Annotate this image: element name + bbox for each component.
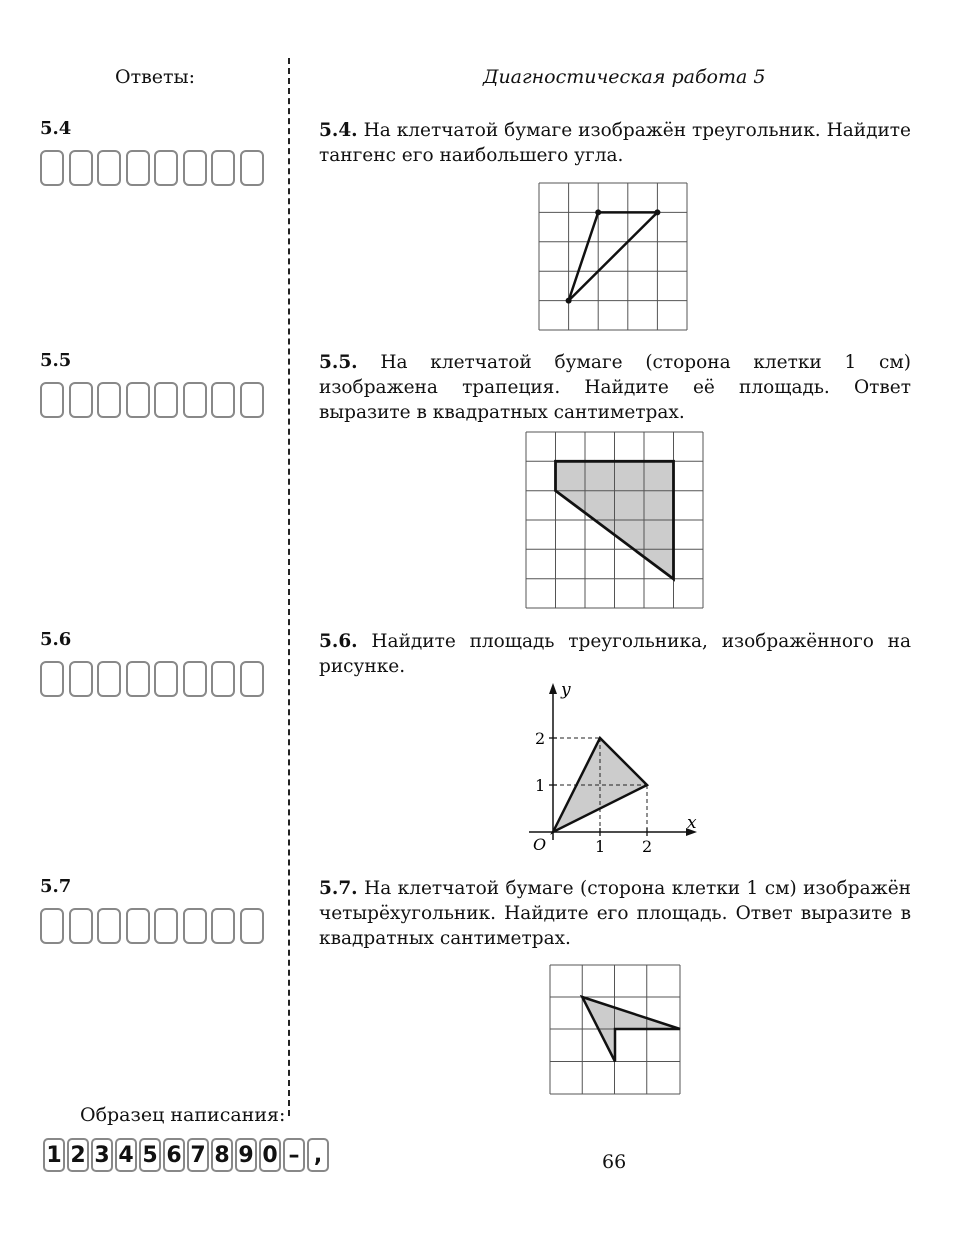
sample-char: 4 (115, 1138, 137, 1172)
figure-5-7-quadrilateral (549, 964, 682, 1096)
sample-char: , (307, 1138, 329, 1172)
x-tick-1: 1 (595, 837, 606, 856)
answer-boxes-5-7[interactable] (40, 908, 268, 944)
task-5-4-text: На клетчатой бумаге изображён треугольник. Найдите тангенс его наибольшего угла. (319, 120, 911, 166)
sample-char: 2 (67, 1138, 89, 1172)
y-axis-label: y (561, 680, 571, 700)
task-5-6-text: Найдите площадь треугольника, изображённого на рисунке. (319, 631, 911, 677)
task-5-6-label: 5.6. (319, 631, 358, 652)
sample-char: 0 (259, 1138, 281, 1172)
figure-5-6-coordinate-triangle (525, 678, 710, 858)
sample-char: 6 (163, 1138, 185, 1172)
answer-boxes-5-6[interactable] (40, 661, 268, 697)
task-5-5 (319, 350, 911, 425)
answer-label-5-7: 5.7 (40, 876, 72, 897)
answer-label-5-6: 5.6 (40, 629, 72, 650)
origin-label: O (533, 835, 547, 854)
figure-5-4-triangle (538, 182, 690, 332)
task-5-7-label: 5.7. (319, 878, 358, 899)
page-number: 66 (602, 1151, 627, 1173)
answers-header: Ответы: (115, 66, 196, 88)
task-5-5-text: На клетчатой бумаге (сторона клетки 1 см) изображена трапеция. Найдите её площадь. Ответ выразите в квадратных сантиметрах. (319, 352, 911, 423)
sample-char: 5 (139, 1138, 161, 1172)
y-tick-1: 1 (535, 776, 546, 795)
answer-boxes-5-4[interactable] (40, 150, 268, 186)
work-title: Диагностическая работа 5 (483, 66, 766, 88)
task-5-4-label: 5.4. (319, 120, 358, 141)
sample-label: Образец написания: (80, 1104, 286, 1126)
sample-char: 8 (211, 1138, 233, 1172)
sample-char: 3 (91, 1138, 113, 1172)
answer-label-5-4: 5.4 (40, 118, 72, 139)
cut-line (288, 58, 290, 1116)
task-5-7 (319, 876, 911, 951)
task-5-6 (319, 629, 911, 679)
sample-char: 7 (187, 1138, 209, 1172)
sample-char: – (283, 1138, 305, 1172)
sample-writing-row (43, 1138, 331, 1172)
x-axis-label: x (687, 813, 697, 833)
sample-char: 9 (235, 1138, 257, 1172)
figure-5-5-trapezoid (525, 431, 705, 610)
x-tick-2: 2 (642, 837, 653, 856)
sample-char: 1 (43, 1138, 65, 1172)
answer-label-5-5: 5.5 (40, 350, 72, 371)
answer-boxes-5-5[interactable] (40, 382, 268, 418)
y-tick-2: 2 (535, 729, 546, 748)
task-5-7-text: На клетчатой бумаге (сторона клетки 1 см) изображён четырёхугольник. Найдите его площадь. Ответ выразите в квадратных сантиметрах. (319, 878, 911, 949)
task-5-5-label: 5.5. (319, 352, 358, 373)
task-5-4 (319, 118, 911, 168)
